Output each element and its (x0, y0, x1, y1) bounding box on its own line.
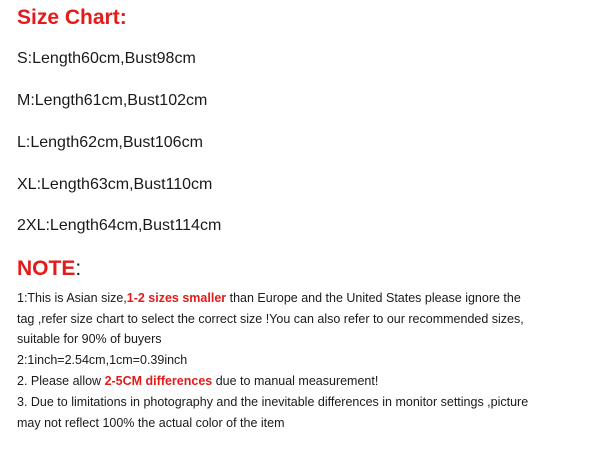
note-line-5-pre: 2. Please allow (17, 374, 105, 388)
note-highlight-size: 1-2 sizes smaller (126, 291, 227, 305)
size-chart-title: Size Chart: (17, 6, 127, 29)
note-line-5-post: due to manual measurement! (212, 374, 379, 388)
size-row-s: S:Length60cm,Bust98cm (17, 50, 196, 67)
note-line-2: tag ,refer size chart to select the correct size !You can also refer to our recommended sizes, (17, 312, 524, 326)
note-title (17, 257, 81, 281)
note-line-4: 2:1inch=2.54cm,1cm=0.39inch (17, 353, 188, 367)
size-row-xl: XL:Length63cm,Bust110cm (17, 176, 213, 193)
size-row-2xl: 2XL:Length64cm,Bust114cm (17, 217, 222, 234)
size-row-m: M:Length61cm,Bust102cm (17, 92, 208, 109)
note-line-1 (17, 291, 521, 305)
note-line-7: may not reflect 100% the actual color of the item (17, 416, 285, 430)
size-row-l: L:Length62cm,Bust106cm (17, 134, 203, 151)
note-highlight-difference: 2-5CM differences (104, 374, 213, 388)
note-title-colon: : (75, 257, 82, 280)
note-line-1-pre: 1:This is Asian size, (17, 291, 127, 305)
note-line-3: suitable for 90% of buyers (17, 332, 162, 346)
note-title-text: NOTE (17, 257, 76, 280)
note-line-5 (17, 374, 378, 388)
note-line-1-post: than Europe and the United States please ignore the (226, 291, 521, 305)
note-line-6: 3. Due to limitations in photography and the inevitable differences in monitor settings ,picture (17, 395, 529, 409)
